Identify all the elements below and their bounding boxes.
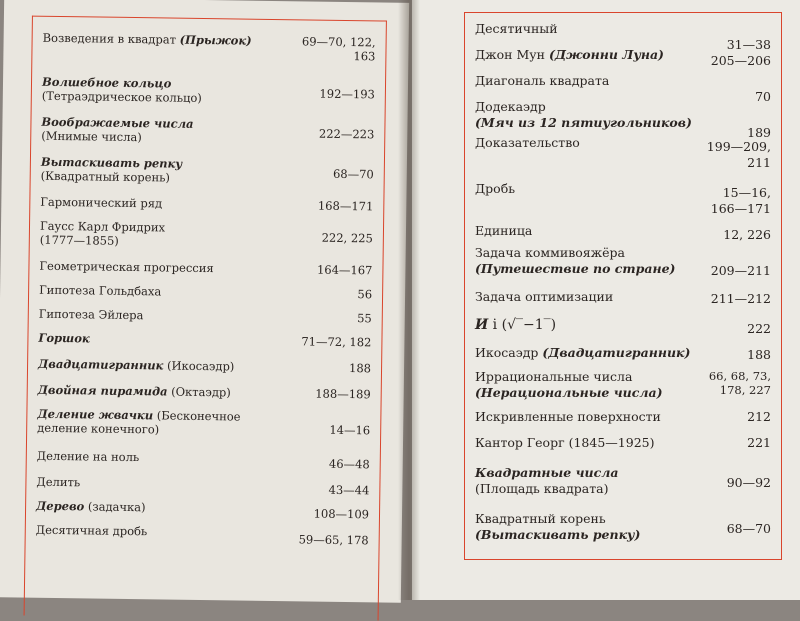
entry-term-note: (Путешествие по стране)	[475, 261, 675, 277]
index-entry	[475, 511, 771, 547]
entry-term: Деление жвачки	[37, 407, 153, 423]
entry-term-note: (Квадратный корень)	[41, 169, 183, 185]
index-entry	[39, 283, 372, 304]
entry-term: Гаусс Карл Фридрих	[40, 219, 165, 235]
entry-pages: 108—109	[314, 507, 370, 522]
entry-term: Геометрическая прогрессия	[39, 259, 213, 275]
entry-term: Двойная пирамида	[38, 383, 168, 399]
index-entry	[38, 357, 371, 378]
entry-term: Дерево	[36, 499, 84, 514]
entry-term-note: (Октаэдр)	[167, 385, 231, 400]
entry-term-note: (Мяч из 12 пятиугольников)	[475, 115, 692, 131]
entry-pages: 211—212	[711, 291, 771, 307]
index-entry	[40, 195, 373, 216]
entry-pages: 55	[357, 311, 372, 325]
entry-pages: 14—16	[329, 423, 370, 438]
entry-term: Икосаэдр	[475, 345, 542, 360]
entry-term: Задача оптимизации	[475, 289, 613, 304]
entry-term-note: (Тетраэдрическое кольцо)	[42, 89, 202, 105]
entry-pages: 222—223	[319, 127, 375, 142]
right-index-frame	[464, 12, 782, 560]
index-entry	[39, 307, 372, 328]
entry-term: Додекаэдр	[475, 99, 692, 115]
index-entry	[475, 289, 771, 309]
entry-term: Волшебное кольцо	[42, 75, 202, 91]
index-entry	[36, 523, 369, 544]
entry-term-note: (Джонни Луна)	[549, 47, 664, 62]
index-entry	[41, 115, 374, 150]
index-entry	[475, 47, 771, 71]
entry-term: Доказательство	[475, 135, 580, 150]
entry-term: Искривленные поверхности	[475, 409, 661, 424]
index-entry	[41, 155, 374, 190]
entry-term-note: (Мнимые числа)	[41, 129, 193, 145]
entry-term: Дробь	[475, 181, 515, 196]
entry-term: Возведения в квадрат	[43, 31, 180, 47]
entry-pages: 212	[747, 409, 771, 425]
entry-term-note: (Икосаэдр)	[163, 358, 234, 373]
entry-pages: 205—206	[711, 53, 771, 69]
entry-term: Задача коммивояжёра	[475, 245, 675, 261]
entry-pages: 56	[357, 287, 372, 301]
entry-pages: 188—189	[315, 387, 371, 402]
entry-term-note: (Бесконечное деление конечного)	[37, 408, 241, 436]
index-entry	[36, 499, 369, 520]
entry-term: Делить	[36, 475, 80, 490]
entry-pages: 59—65, 178	[299, 532, 369, 547]
entry-pages: 90—92	[727, 475, 771, 491]
entry-pages: 43—44	[328, 483, 369, 498]
left-index-frame	[24, 16, 387, 621]
entry-term: Квадратный корень	[475, 511, 640, 527]
entry-term-note: (Двадцатигранник)	[542, 345, 690, 360]
entry-pages: 221	[747, 435, 771, 451]
entry-pages: 222, 225	[322, 231, 373, 246]
entry-term: Гипотеза Эйлера	[39, 307, 144, 322]
entry-pages: 188	[349, 361, 371, 375]
entry-term-note: i (√‾−1‾)	[488, 317, 556, 333]
entry-term: Единица	[475, 223, 532, 238]
index-entry	[475, 465, 771, 501]
index-entry	[40, 219, 373, 254]
entry-pages: 12, 226	[723, 227, 771, 243]
entry-pages: 68—70	[727, 521, 771, 537]
entry-pages: 68—70	[333, 167, 374, 182]
right-page	[412, 0, 800, 600]
entry-pages: 168—171	[318, 199, 374, 214]
index-entry	[37, 407, 370, 442]
entry-term: Джон Мун	[475, 47, 549, 62]
entry-pages: 188	[747, 347, 771, 363]
entry-pages: 71—72, 182	[301, 334, 371, 349]
index-entry	[475, 317, 771, 341]
entry-pages: 192—193	[319, 87, 375, 102]
index-entry	[39, 259, 372, 280]
entry-term: Десятичный	[475, 21, 558, 36]
entry-term-note: (Прыжок)	[180, 33, 252, 48]
entry-term-note: (Нерациональные числа)	[475, 385, 663, 401]
index-entry	[475, 245, 771, 281]
entry-pages: 164—167	[317, 263, 373, 278]
index-entry	[42, 75, 375, 110]
entry-pages: 31—38	[727, 37, 771, 53]
entry-term: Деление на ноль	[37, 449, 140, 464]
entry-pages: 189	[747, 125, 771, 141]
entry-pages: 66, 68, 73, 178, 227	[709, 369, 771, 397]
left-page	[0, 0, 409, 603]
index-entry	[475, 345, 771, 365]
entry-term: Квадратные числа	[475, 465, 618, 481]
entry-term: Горшок	[38, 331, 89, 346]
index-entry	[36, 475, 369, 496]
index-entry	[475, 435, 771, 455]
entry-term: Воображаемые числа	[41, 115, 193, 131]
entry-term: Кантор Георг (1845—1925)	[475, 435, 654, 450]
index-entry	[475, 223, 771, 243]
entry-term: Диагональ квадрата	[475, 73, 609, 88]
entry-term-note: (Вытаскивать репку)	[475, 527, 640, 543]
index-entry	[42, 31, 375, 66]
entry-term: Иррациональные числа	[475, 369, 663, 385]
entry-term-note: (Площадь квадрата)	[475, 481, 618, 497]
book-gutter	[398, 0, 420, 600]
index-entry	[475, 409, 771, 429]
entry-pages: 15—16, 166—171	[711, 185, 771, 217]
entry-term: Гармонический ряд	[40, 195, 162, 211]
entry-pages: 69—70, 122, 163	[302, 34, 376, 63]
entry-term-note: (1777—1855)	[40, 233, 165, 249]
entry-pages: 199—209, 211	[707, 139, 771, 171]
entry-pages: 209—211	[711, 263, 771, 279]
entry-term: И	[475, 317, 488, 333]
entry-term: Десятичная дробь	[36, 523, 148, 539]
index-entry	[475, 135, 771, 169]
index-entry	[475, 369, 771, 405]
entry-pages: 46—48	[329, 457, 370, 472]
entry-term: Гипотеза Гольдбаха	[39, 283, 161, 299]
entry-term-note: (задачка)	[84, 499, 146, 514]
entry-term: Вытаскивать репку	[41, 155, 183, 171]
entry-term: Двадцатигранник	[38, 357, 164, 373]
index-entry	[38, 383, 371, 404]
index-entry	[37, 449, 370, 470]
entry-pages: 222	[747, 321, 771, 337]
entry-pages: 70	[755, 89, 771, 105]
index-entry	[475, 181, 771, 215]
index-entry	[38, 331, 371, 352]
